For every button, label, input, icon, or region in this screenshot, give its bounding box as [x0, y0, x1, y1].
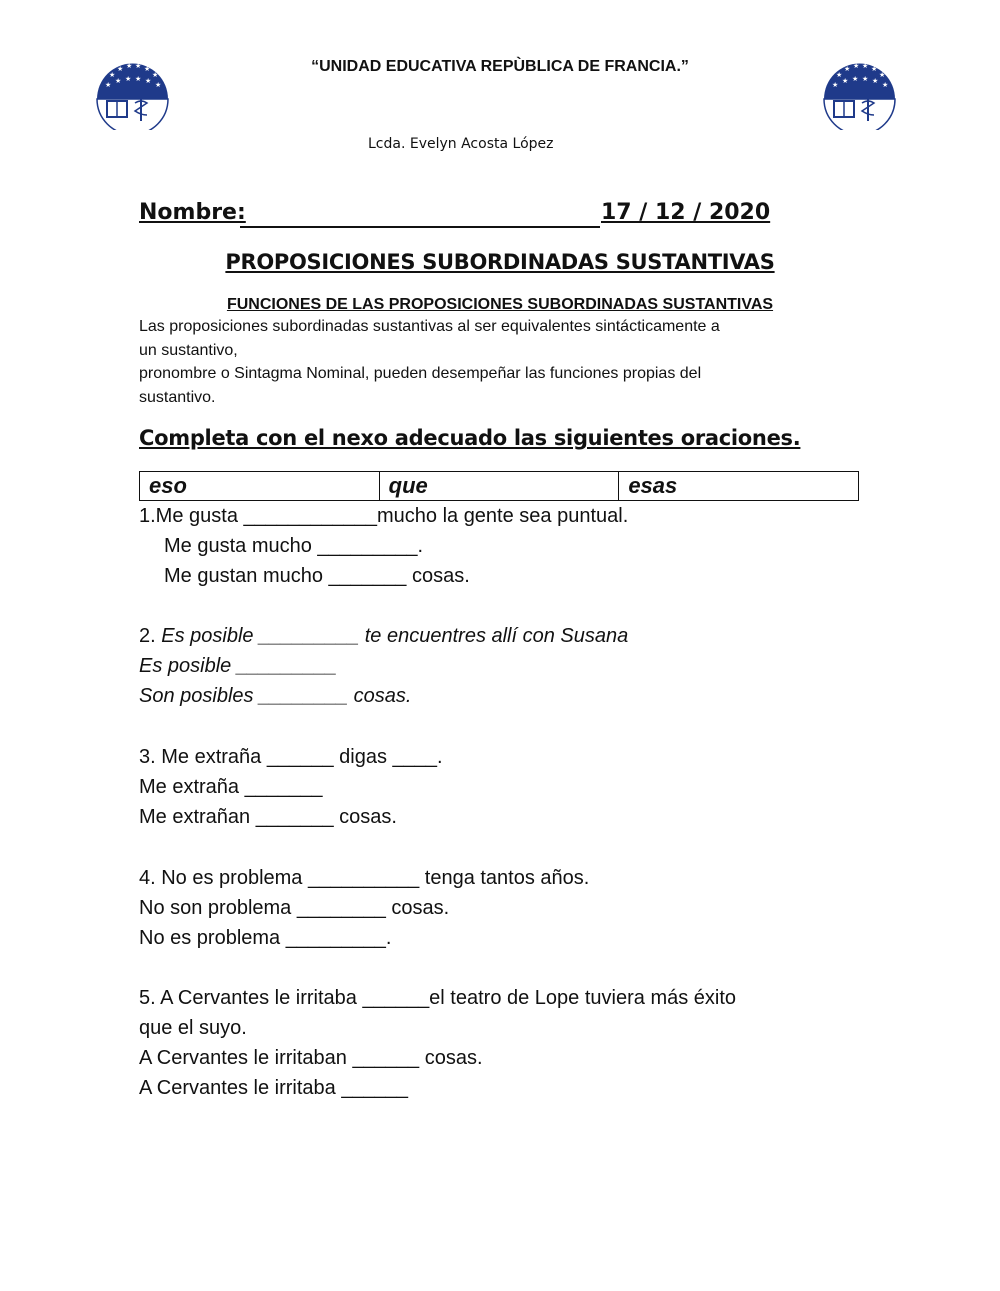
- exercise-3-line-3: Me extrañan _______ cosas.: [139, 806, 397, 828]
- name-field-line[interactable]: [240, 226, 600, 228]
- svg-text:★: ★: [836, 71, 843, 79]
- svg-text:★: ★: [844, 65, 851, 73]
- svg-text:★: ★: [882, 81, 889, 89]
- svg-text:★: ★: [871, 65, 878, 73]
- exercise-1-line-3: Me gustan mucho _______ cosas.: [164, 565, 470, 587]
- exercise-4-line-2: No son problema ________ cosas.: [139, 897, 450, 919]
- exercise-2-sentence: Es posible _________ te encuentres allí con Susana: [161, 625, 629, 647]
- exercise-3-line-2: Me extraña _______: [139, 776, 323, 798]
- instruction: Completa con el nexo adecuado las siguientes oraciones.: [139, 426, 801, 450]
- svg-text:★: ★: [852, 75, 859, 83]
- option-que[interactable]: que: [379, 472, 619, 501]
- intro-line: pronombre o Sintagma Nominal, pueden desempeñar las funciones propias del: [139, 365, 702, 382]
- svg-text:★: ★: [862, 75, 869, 83]
- svg-text:★: ★: [126, 62, 133, 70]
- option-eso[interactable]: eso: [140, 472, 380, 501]
- svg-text:★: ★: [144, 65, 151, 73]
- svg-text:★: ★: [145, 77, 152, 85]
- exercise-3-line-1: 3. Me extraña ______ digas ____.: [139, 746, 443, 768]
- exercise-5-line-4: A Cervantes le irritaba ______: [139, 1077, 409, 1099]
- svg-text:★: ★: [105, 81, 112, 89]
- option-esas[interactable]: esas: [619, 472, 859, 501]
- svg-text:★: ★: [879, 71, 886, 79]
- svg-text:★: ★: [117, 65, 124, 73]
- svg-text:★: ★: [115, 77, 122, 85]
- exercise-5-line-3: A Cervantes le irritaban ______ cosas.: [139, 1047, 483, 1069]
- exercise-4-line-3: No es problema _________.: [139, 927, 392, 949]
- exercise-2-number: 2.: [139, 625, 162, 647]
- teacher-name: Lcda. Evelyn Acosta López: [368, 136, 554, 152]
- svg-text:★: ★: [152, 71, 159, 79]
- options-table: [139, 471, 859, 501]
- date: 17 / 12 / 2020: [601, 200, 771, 225]
- svg-text:★: ★: [862, 62, 869, 70]
- svg-text:★: ★: [155, 81, 162, 89]
- exercise-2-line-1: [139, 625, 628, 648]
- intro-line: sustantivo.: [139, 389, 216, 406]
- svg-text:★: ★: [125, 75, 132, 83]
- exercise-5-line-1: 5. A Cervantes le irritaba ______el teatro de Lope tuviera más éxito: [139, 987, 737, 1009]
- svg-text:★: ★: [135, 62, 142, 70]
- svg-text:★: ★: [842, 77, 849, 85]
- exercise-2-line-3: Son posibles ________ cosas.: [139, 685, 412, 707]
- page-title: PROPOSICIONES SUBORDINADAS SUSTANTIVAS: [225, 250, 775, 274]
- section-subtitle: FUNCIONES DE LAS PROPOSICIONES SUBORDINADAS SUSTANTIVAS: [226, 296, 774, 313]
- exercise-5-line-2: que el suyo.: [139, 1017, 247, 1039]
- exercise-4-line-1: 4. No es problema __________ tenga tantos años.: [139, 867, 590, 889]
- exercise-1-line-2: Me gusta mucho _________.: [164, 535, 424, 557]
- intro-line: un sustantivo,: [139, 342, 238, 359]
- exercise-2-line-2: Es posible _________: [139, 655, 337, 677]
- name-label: Nombre:: [139, 200, 246, 225]
- intro-line: Las proposiciones subordinadas sustantivas al ser equivalentes sintácticamente a: [139, 318, 720, 335]
- exercise-1-line-1: 1.Me gusta ____________mucho la gente sea puntual.: [139, 505, 629, 527]
- svg-text:★: ★: [832, 81, 839, 89]
- school-name: “UNIDAD EDUCATIVA REPÙBLICA DE FRANCIA.”: [311, 58, 689, 75]
- svg-text:★: ★: [872, 77, 879, 85]
- svg-text:★: ★: [135, 75, 142, 83]
- svg-text:★: ★: [853, 62, 860, 70]
- svg-text:★: ★: [109, 71, 116, 79]
